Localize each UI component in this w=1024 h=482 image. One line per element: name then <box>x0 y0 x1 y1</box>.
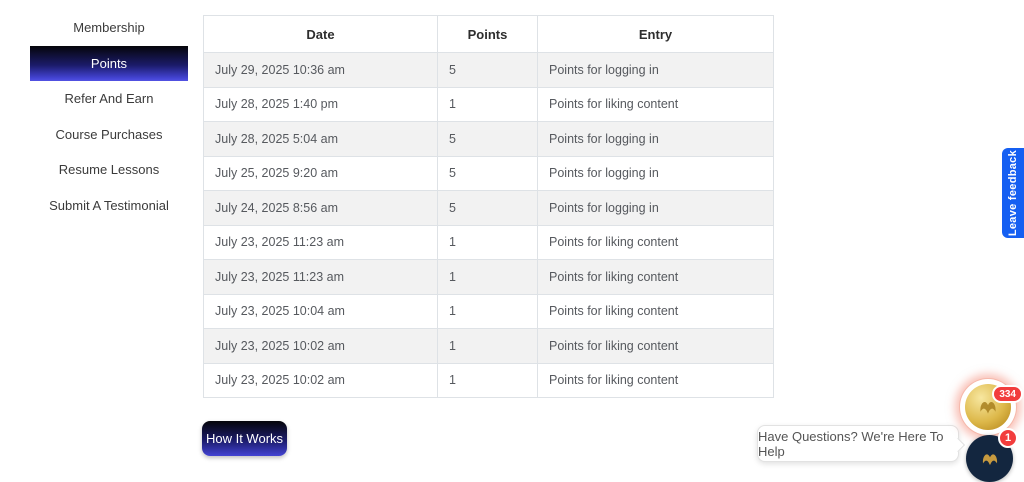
points-cell: 1 <box>438 329 538 364</box>
date-cell: July 23, 2025 10:04 am <box>204 294 438 329</box>
sidebar <box>0 10 218 223</box>
table-row <box>204 363 774 398</box>
table-row <box>204 191 774 226</box>
entry-cell: Points for liking content <box>538 225 774 260</box>
date-cell: July 24, 2025 8:56 am <box>204 191 438 226</box>
sidebar-item-course-purchases[interactable]: Course Purchases <box>55 126 163 142</box>
leave-feedback-label: Leave feedback <box>1007 149 1019 237</box>
entry-cell: Points for logging in <box>538 191 774 226</box>
date-cell: July 23, 2025 10:02 am <box>204 363 438 398</box>
chat-tooltip <box>757 425 959 462</box>
leave-feedback-tab[interactable] <box>1002 148 1024 238</box>
sidebar-item-submit-a-testimonial[interactable]: Submit A Testimonial <box>49 197 169 213</box>
table-row <box>204 53 774 88</box>
sidebar-item-membership[interactable]: Membership <box>73 20 145 36</box>
points-cell: 5 <box>438 53 538 88</box>
chat-logo-icon <box>976 445 1004 473</box>
date-cell: July 28, 2025 5:04 am <box>204 122 438 157</box>
points-history-table <box>203 15 773 398</box>
table-row <box>204 122 774 157</box>
table-row <box>204 260 774 295</box>
table-row <box>204 294 774 329</box>
points-cell: 1 <box>438 225 538 260</box>
chat-unread-badge: 1 <box>998 428 1018 448</box>
entry-cell: Points for liking content <box>538 294 774 329</box>
points-count-badge: 334 <box>992 385 1023 403</box>
points-cell: 1 <box>438 294 538 329</box>
column-header-points: Points <box>438 16 538 53</box>
entry-cell: Points for liking content <box>538 329 774 364</box>
table-row <box>204 87 774 122</box>
entry-cell: Points for logging in <box>538 156 774 191</box>
entry-cell: Points for liking content <box>538 260 774 295</box>
points-cell: 1 <box>438 87 538 122</box>
chat-launcher-button[interactable] <box>966 432 1013 482</box>
date-cell: July 25, 2025 9:20 am <box>204 156 438 191</box>
table-row <box>204 225 774 260</box>
date-cell: July 23, 2025 11:23 am <box>204 225 438 260</box>
entry-cell: Points for liking content <box>538 363 774 398</box>
points-cell: 5 <box>438 191 538 226</box>
points-cell: 5 <box>438 156 538 191</box>
sidebar-item-resume-lessons[interactable]: Resume Lessons <box>58 162 160 178</box>
entry-cell: Points for logging in <box>538 122 774 157</box>
how-it-works-button[interactable]: How It Works <box>202 421 287 456</box>
date-cell: July 29, 2025 10:36 am <box>204 53 438 88</box>
sidebar-item-points[interactable]: Points <box>30 46 188 82</box>
entry-cell: Points for liking content <box>538 87 774 122</box>
column-header-entry: Entry <box>538 16 774 53</box>
table-header-row <box>204 16 774 53</box>
date-cell: July 28, 2025 1:40 pm <box>204 87 438 122</box>
date-cell: July 23, 2025 10:02 am <box>204 329 438 364</box>
column-header-date: Date <box>204 16 438 53</box>
table-row <box>204 329 774 364</box>
table-row <box>204 156 774 191</box>
date-cell: July 23, 2025 11:23 am <box>204 260 438 295</box>
entry-cell: Points for logging in <box>538 53 774 88</box>
points-cell: 1 <box>438 260 538 295</box>
sidebar-item-refer-and-earn[interactable]: Refer And Earn <box>64 91 154 107</box>
points-cell: 5 <box>438 122 538 157</box>
points-cell: 1 <box>438 363 538 398</box>
chat-tooltip-text: Have Questions? We're Here To Help <box>758 428 944 459</box>
